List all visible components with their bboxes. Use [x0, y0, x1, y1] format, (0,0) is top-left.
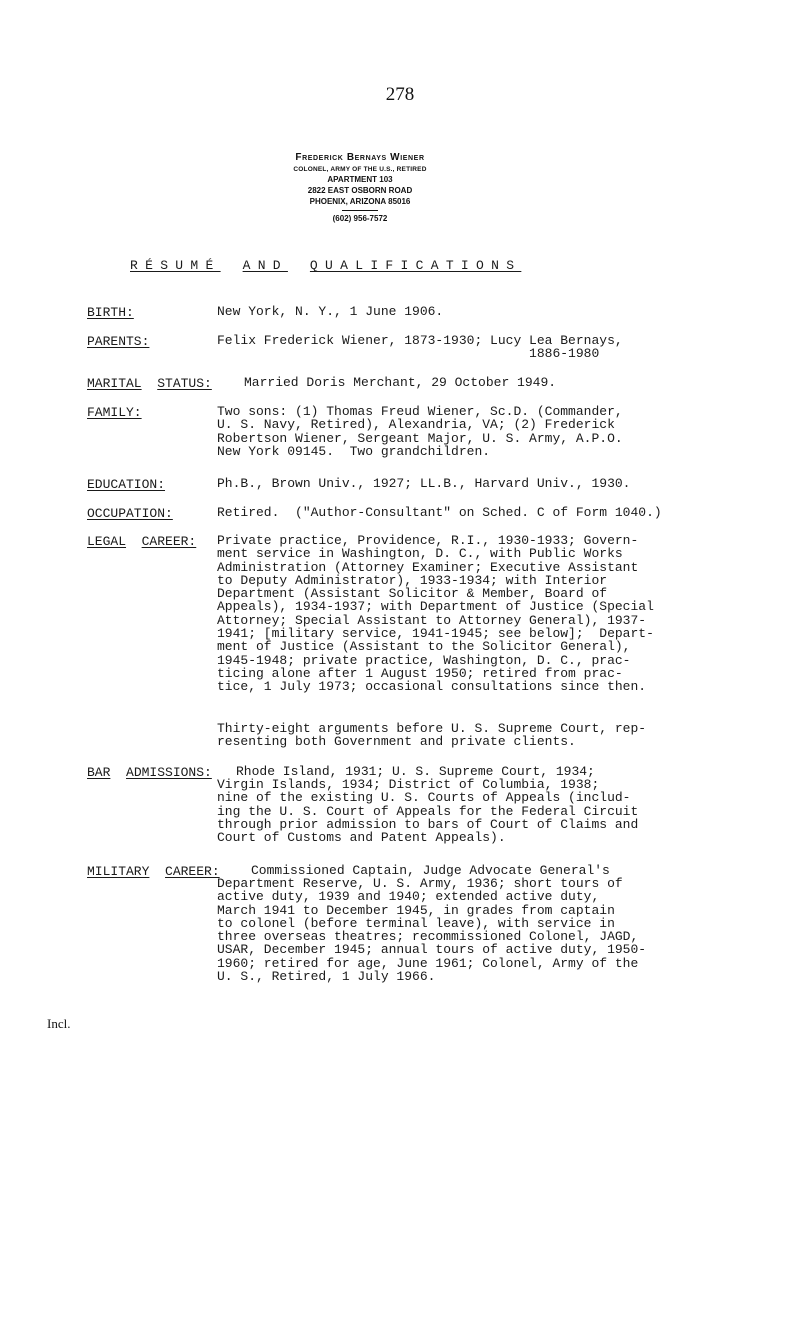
letterhead-rule [342, 210, 378, 211]
letterhead-rank: COLONEL, ARMY OF THE U.S., RETIRED [293, 166, 427, 173]
legal-career-text: Private practice, Providence, R.I., 1930-1933; Govern- ment service in Washington, D. C., with Public Works Administration (Attorney Examiner; Executive Assistant to Deputy Administrator), 1933-1934; with Interior Department (Assistant Solicitor & Member, Board of Appeals), 1934-1937; with Department of Justice (Special Attorney; Special Assistant to Attorney General), 1937- 1941; [military service, 1941-1945; see below]; Depart- ment of Justice (Assistant to the Solicitor General), 1945-1948; private practice, Washington, D. C., prac- ticing alone after 1 August 1950; retired from prac- tice, 1 July 1973; occasional consultations since then. [217, 533, 654, 695]
birth-text: New York, N. Y., 1 June 1906. [217, 304, 444, 319]
education-label: EDUCATION: [87, 477, 166, 492]
letterhead-phone: (602) 956-7572 [332, 214, 388, 223]
enclosure-note: Incl. [47, 1016, 71, 1031]
military-career-first-line: Commissioned Captain, Judge Advocate General's [251, 863, 610, 878]
marital-status-text: Married Doris Merchant, 29 October 1949. [244, 375, 557, 390]
education-text: Ph.B., Brown Univ., 1927; LL.B., Harvard Univ., 1930. [217, 476, 631, 491]
letterhead-address-line-3: PHOENIX, ARIZONA 85016 [309, 197, 411, 206]
letterhead-address-line-2: 2822 EAST OSBORN ROAD [307, 186, 413, 195]
letterhead [0, 152, 720, 223]
title-word-qualifications: QUALIFICATIONS [309, 258, 522, 273]
bar-admissions-first-line: Rhode Island, 1931; U. S. Supreme Court, 1934; [236, 764, 595, 779]
letterhead-address-line-1: APARTMENT 103 [327, 175, 393, 184]
page-number: 278 [385, 84, 415, 105]
document-title [130, 258, 521, 273]
occupation-text: Retired. ("Author-Consultant" on Sched. C of Form 1040.) [217, 505, 662, 520]
title-word-resume: RÉSUMÉ [130, 258, 221, 273]
bar-admissions-text: Virgin Islands, 1934; District of Columbia, 1938; nine of the existing U. S. Courts of Appeals (includ- ing the U. S. Court of Appeals for the Federal Circuit through prior admission to bars of Court of Claims and Court of Customs and Patent Appeals). [217, 777, 639, 846]
birth-label: BIRTH: [87, 305, 134, 320]
legal-career-arguments-text: Thirty-eight arguments before U. S. Supreme Court, rep- resenting both Government and private clients. [217, 721, 647, 750]
family-text: Two sons: (1) Thomas Freud Wiener, Sc.D. (Commander, U. S. Navy, Retired), Alexandria, VA; (2) Frederick Robertson Wiener, Sergeant Major, U. S. Army, A.P.O. New York 09145. Two grandchildren. [217, 404, 623, 459]
military-career-label: MILITARY CAREER: [87, 864, 220, 879]
family-label: FAMILY: [87, 405, 142, 420]
title-word-and: AND [242, 258, 288, 273]
parents-label: PARENTS: [87, 334, 150, 349]
bar-admissions-label: BAR ADMISSIONS: [87, 765, 212, 780]
letterhead-name: Frederick Bernays Wiener [295, 152, 425, 163]
occupation-label: OCCUPATION: [87, 506, 173, 521]
marital-status-label: MARITAL STATUS: [87, 376, 212, 391]
military-career-text: Department Reserve, U. S. Army, 1936; short tours of active duty, 1939 and 1940; extended active duty, March 1941 to December 1945, in grades from captain to colonel (before terminal leave), with service in three overseas theatres; recommissioned Colonel, JAGD, USAR, December 1945; annual tours of active duty, 1950- 1960; retired for age, June 1961; Colonel, Army of the U. S., Retired, 1 July 1966. [217, 876, 647, 985]
legal-career-label: LEGAL CAREER: [87, 534, 197, 549]
parents-text: Felix Frederick Wiener, 1873-1930; Lucy Lea Bernays, 1886-1980 [217, 333, 623, 362]
